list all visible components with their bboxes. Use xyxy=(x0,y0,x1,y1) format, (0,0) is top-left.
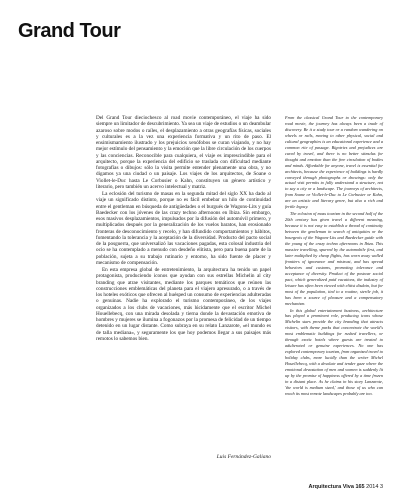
issue-year: 2014 xyxy=(366,484,379,490)
page-folio xyxy=(308,484,383,490)
author-signature: Luis Fernández-Galiano xyxy=(216,454,271,460)
page-number: 3 xyxy=(379,484,383,490)
spanish-column xyxy=(96,115,271,343)
page-title: Grand Tour xyxy=(18,20,121,42)
spanish-paragraph-1: Del Grand Tour dieciochesco al road movie contemporáneo, el viaje ha sido siempre un limitador de descubrimiento. Ya sea un viaje de estudios o un deambular azaroso sobre modos o raíles, el desplazamiento a otras geografías físicas, sociales y culturales es a la vez una experiencia formativa y un rito de paso. El ensimismamiento ilustrado y los prejuicios xenófobos se curan viajando, y no hay mejor estímulo del pensamiento y la emoción que la libre circulación de los cuerpos y las conciencias. Reconocible para cualquiera, el viaje es imprescindible para el arquitecto, porque la experiencia del edificio se traslada con dificultad mediante fotografías o dibujos: sólo la visita permite entender plenamente una obra, y no digamos ya una ciudad o un paisaje. Los viajes de los arquitectos, de Soane o Viollet-le-Duc hasta Le Corbusier o Kahn, constituyen un género artístico y literario, pero también un acervo intelectual y matriz. xyxy=(96,115,271,190)
spanish-paragraph-2: La eclosión del turismo de masas en la segunda mitad del siglo XX ha dado al viaje un significado distinto, porque no es fácil embebar un hilo de continuidad entre el gentleman en búsqueda de antigüedades o el burgués de Wagons-Lits y guía Baedecker con los jóvenes de las crazy techno afternoons en Ibiza. Sin embargo, esos masivos desplazamientos, impulsados por la difusión del automóvil primero, y multiplicados después por la generalización de los vuelos baratos, han erosionado fronteras de desconocimiento y recelo, y han difundido comportamientos y hábitos, fomentando la tolerancia y la aceptación de la diversidad. Producto del pacto social de la posguerra, que universalizó las vacaciones pagadas, esta colosal industria del ocio se ha contemplado a menudo con desdeño elitista, pero para buena parte de la población, sujeta a su trabajo rutinario y entorno, ha sido fuente de placer y mecanismo de compensación. xyxy=(96,191,271,266)
english-paragraph-1: From the classical Grand Tour to the contemporary road movie, the journey has always been a trade of discovery. Be it a study tour or a random wandering on wheels or rails, moving to other physical, social and cultural geographies is an educational experience and a common rite of passage. Bigotries and prejudices are cured by travel, and there is no better stimulus for thought and emotion than the free circulation of bodies and minds. Affordable for anyone, travel is essential for architects, because the experience of buildings is hardly conveyed through photographs or drawings: only the actual visit permits to fully understand a structure, not to say a city or a landscape. The journeys of architects, from Soane or Viollet-le-Duc to Le Corbusier or Kahn, are an artistic and literary genre, but also a rich and fertile legacy. xyxy=(285,115,383,210)
english-paragraph-3: In this global entertainment business, architecture has played a prominent role, producing icons whose Michelin stars provide the city branding that attracts visitors, with theme parks that concentrate the world's most emblematic buildings for rushed travellers, or through exotic hotels where guests are treated to adulterated or genuine experiences. No one has explored contemporary tourism, from organized travel to holiday clubs, more lucidly than the writer Michel Houellebecq, with a desolate and tender gaze where the emotional devastation of men and women is suddenly lit up by the promise of happiness offered by a time frozen in a distant place. As he claims in his story Lanzarote, 'the world is medium sized,' and those of us who can reach its most remote landscapes probably are too. xyxy=(285,307,383,396)
english-paragraph-2: The eclosion of mass tourism in the second half of the 20th century has given travel a different meaning, because it is not easy to establish a thread of continuity between the gentleman in search of antiquities or the bourgeois of the Wagons-Lits and Baedecker guide with the young of the crazy techno afternoons in Ibiza. This massive travelling, spurred by the automobile first, and later multiplied by cheap flights, has worn away walled frontiers of ignorance and mistrust, and has spread behaviors and customs, promoting tolerance and acceptance of diversity. Product of the postwar social pact, which generalized paid vacations, the industry of leisure has often been viewed with elitist disdain, but for most of the population, tied to a routine, sterile job, it has been a source of pleasure and a compensatory mechanism. xyxy=(285,211,383,306)
magazine-name: Arquitectura Viva 165 xyxy=(308,484,365,490)
spanish-paragraph-3: En esta empresa global de entretenimiento, la arquitectura ha tenido un papel protagonista, produciendo iconos que ayudan con sus estrellas Michelin al city branding que atrae visitantes, mediante los parques temáticos que reúnen las construcciones emblemáticas del planeta para el viajero apresurado, o a través de los hoteles exóticos que ofrecen al huésped un consumo de experiencias adulteradas o genuinas. Nadie ha explorado el turismo contemporáneo, de los viajes organizados a los clubs de vacaciones, más lúcidamente que el escritor Michel Houellebecq, con una mirada desolada y tierna donde la devastación emotiva de hombres y mujeres se ilumina a fogonazos por la promesa de felicidad de un tiempo detenido en un lugar distante. Como subraya en su relato Lanzarote, «el mundo es de talla mediana», y seguramente los que hoy podemos llegar a sus paisajes más remotos lo sabemos bien. xyxy=(96,267,271,342)
english-column xyxy=(285,115,383,398)
